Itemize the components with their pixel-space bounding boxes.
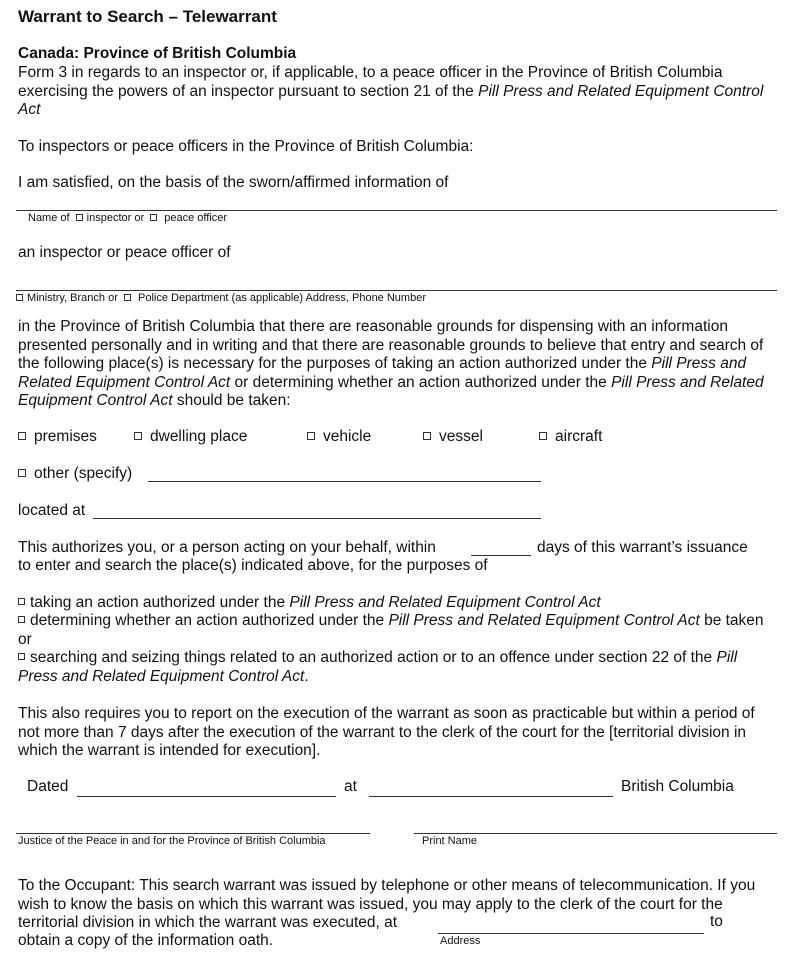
of-line-text: an inspector or peace officer of xyxy=(18,244,231,261)
print-name-caption: Print Name xyxy=(422,835,478,847)
place-dwelling[interactable]: dwelling place xyxy=(134,428,247,447)
address-caption: Address xyxy=(440,935,481,947)
peace-officer-checkbox[interactable] xyxy=(150,214,157,221)
document-title: Warrant to Search – Telewarrant xyxy=(18,7,277,26)
location-line[interactable] xyxy=(369,796,613,797)
intro-paragraph: Form 3 in regards to an inspector or, if applicable, to a peace officer in the Province of British Columbia exercising the powers of an inspector pursuant to section 21 of the Pill Press and Related Equipment Control Act xyxy=(18,64,764,118)
informant-name-caption: Name of inspector or peace officer xyxy=(28,212,228,224)
jurisdiction-heading: Canada: Province of British Columbia xyxy=(18,45,297,62)
dwelling-place-checkbox[interactable] xyxy=(134,432,142,440)
vessel-checkbox[interactable] xyxy=(423,432,431,440)
ministry-checkbox[interactable] xyxy=(16,294,23,301)
address-line[interactable] xyxy=(438,933,704,934)
authorizes-line2: to enter and search the place(s) indicated above, for the purposes of xyxy=(18,557,488,574)
other-specify-line[interactable] xyxy=(148,481,541,482)
inspector-checkbox[interactable] xyxy=(76,214,83,221)
occupant-closing-text: obtain a copy of the information oath. xyxy=(18,932,274,949)
justice-caption: Justice of the Peace in and for the Province of British Columbia xyxy=(18,835,326,847)
department-caption: Ministry, Branch or Police Department (as applicable) Address, Phone Number xyxy=(16,292,426,305)
purpose-2-checkbox[interactable] xyxy=(18,616,25,623)
other-checkbox[interactable] xyxy=(18,469,26,477)
informant-name-line[interactable] xyxy=(16,210,777,211)
department-line[interactable] xyxy=(16,290,777,291)
authorizes-days-text: days of this warrant’s issuance xyxy=(537,539,748,556)
justice-signature-line[interactable] xyxy=(16,833,370,834)
purpose-1-checkbox[interactable] xyxy=(18,598,25,605)
date-line[interactable] xyxy=(77,796,336,797)
purpose-3-checkbox[interactable] xyxy=(18,653,25,660)
print-name-line[interactable] xyxy=(414,833,777,834)
at-label: at xyxy=(344,778,357,795)
vehicle-checkbox[interactable] xyxy=(307,432,315,440)
premises-checkbox[interactable] xyxy=(18,432,26,440)
occupant-to-text: to xyxy=(710,913,723,930)
days-line[interactable] xyxy=(471,555,531,556)
dated-label: Dated xyxy=(27,778,69,795)
grounds-paragraph: in the Province of British Columbia that there are reasonable grounds for dispensing with an information presented personally and in writing and that there are reasonable grounds to believe that entry and search of the following place(s) is necessary for the purposes of taking an action authorized under the Pill Press and Related Equipment Control Act or determining whether an action authorized under the Pill Press and Related Equipment Control Act should be taken: xyxy=(18,318,764,409)
purpose-1: taking an action authorized under the Pill Press and Related Equipment Control Act xyxy=(18,594,778,613)
purpose-3: searching and seizing things related to an authorized action or to an offence under section 22 of the Pill Press and Related Equipment Control Act. xyxy=(18,649,738,685)
place-aircraft[interactable]: aircraft xyxy=(539,428,602,447)
purpose-2: determining whether an action authorized under the Pill Press and Related Equipment Control Act be taken or xyxy=(18,612,764,648)
place-vessel[interactable]: vessel xyxy=(423,428,483,447)
authorizes-text: This authorizes you, or a person acting on your behalf, within xyxy=(18,539,436,556)
located-at-label: located at xyxy=(18,502,86,519)
satisfied-text: I am satisfied, on the basis of the sworn/affirmed information of xyxy=(18,174,449,191)
report-paragraph: This also requires you to report on the execution of the warrant as soon as practicable but within a period of not more than 7 days after the execution of the warrant to the clerk of the court for the [territorial division in which the warrant is intended for execution]. xyxy=(18,705,755,759)
place-other: other (specify) xyxy=(18,465,132,484)
place-premises[interactable]: premises xyxy=(18,428,97,447)
police-department-checkbox[interactable] xyxy=(124,294,131,301)
province-label: British Columbia xyxy=(621,778,734,795)
addressee-text: To inspectors or peace officers in the Province of British Columbia: xyxy=(18,138,474,155)
located-at-line[interactable] xyxy=(93,518,541,519)
aircraft-checkbox[interactable] xyxy=(539,432,547,440)
occupant-paragraph: To the Occupant: This search warrant was issued by telephone or other means of telecommunication. If you wish to know the basis on which this warrant was issued, you may apply to the clerk of the court for the territorial division in which the warrant was executed, at xyxy=(18,877,756,931)
place-vehicle[interactable]: vehicle xyxy=(307,428,371,447)
